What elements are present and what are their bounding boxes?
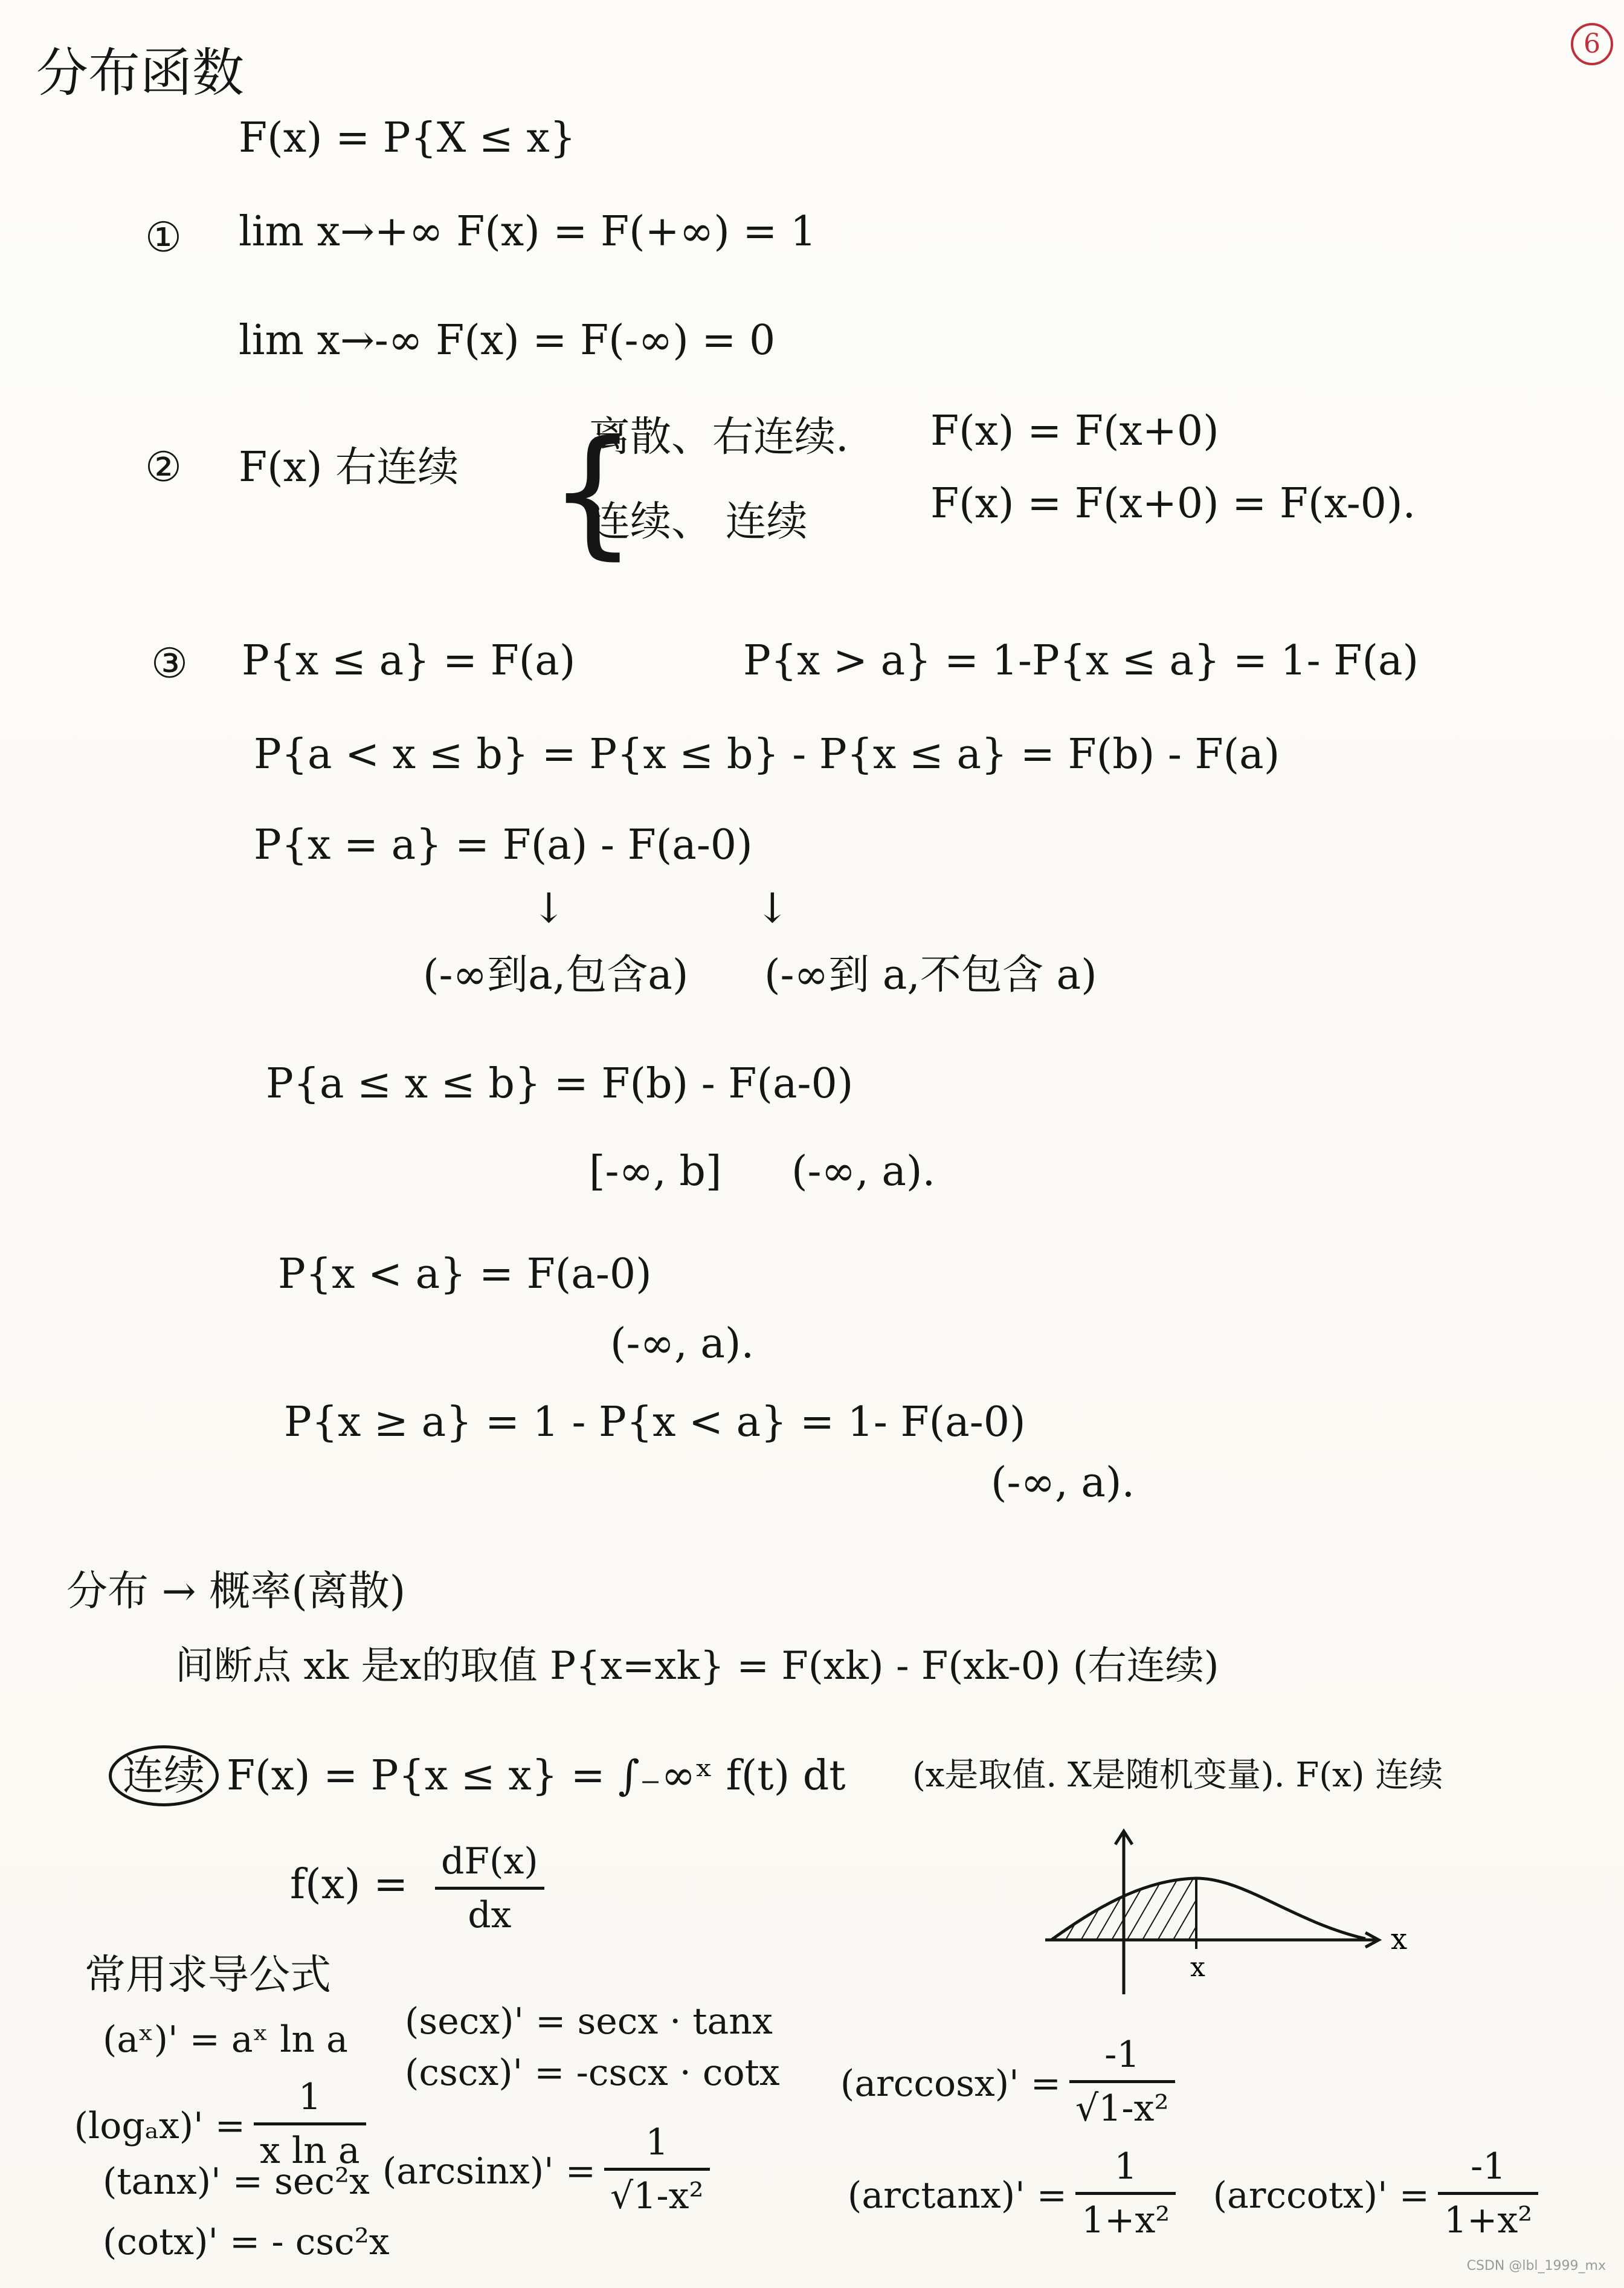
derivative-arccot-denominator: 1+x² (1438, 2192, 1538, 2238)
property-2-continuous: 连续、 连续 (589, 498, 808, 546)
derivative-arccot-label: (arccotx)' = (1213, 2174, 1429, 2217)
discrete-heading: 分布 → 概率(离散) (66, 1568, 406, 1615)
property-2-discrete-eq: F(x) = F(x+0) (930, 407, 1219, 455)
discrete-line: 间断点 xk 是x的取值 P{x=xk} = F(xk) - F(xk-0) (右连续) (175, 1644, 1219, 1689)
derivative-log-numerator: 1 (298, 2076, 321, 2118)
property-1-label: ① (145, 214, 182, 262)
derivative-arcsin-denominator: √1-x² (604, 2168, 710, 2214)
property-2-continuous-eq: F(x) = F(x+0) = F(x-0). (930, 480, 1416, 528)
derivatives-heading: 常用求导公式 (85, 1951, 332, 1999)
note-interval-1: (-∞到a,包含a) (423, 951, 689, 999)
watermark: CSDN @lbl_1999_mx (1466, 2258, 1606, 2273)
derivative-arccos-denominator: √1-x² (1069, 2080, 1175, 2127)
density-label: f(x) = (290, 1861, 408, 1908)
property-3-line-1a: P{x ≤ a} = F(a) (242, 637, 576, 685)
property-1-line-b: lim x→-∞ F(x) = F(-∞) = 0 (239, 317, 776, 364)
derivative-arccot (1213, 2145, 1538, 2241)
derivative-arcsin (382, 2121, 710, 2217)
derivative-sec: (secx)' = secx · tanx (405, 2000, 773, 2043)
derivative-arcsin-label: (arcsinx)' = (382, 2150, 596, 2193)
derivative-cot: (cotx)' = - csc²x (103, 2221, 390, 2263)
property-3-line-6: P{x ≥ a} = 1 - P{x < a} = 1- F(a-0) (284, 1398, 1026, 1446)
derivative-arccot-numerator: -1 (1470, 2145, 1506, 2188)
arrow-down-2: ↓ (755, 885, 790, 932)
density-numerator: dF(x) (441, 1840, 538, 1882)
section-title: 分布函数 (36, 43, 244, 103)
note-line-4b: (-∞, a). (791, 1148, 936, 1195)
continuous-formula: F(x) = P{x ≤ x} = ∫₋∞ˣ f(t) dt (227, 1752, 846, 1800)
derivative-arctan-numerator: 1 (1114, 2145, 1138, 2188)
graph-axis-label: x (1391, 1922, 1408, 1956)
definition-formula: F(x) = P{X ≤ x} (239, 114, 576, 162)
derivative-log (74, 2076, 366, 2172)
property-2-label: ② (145, 444, 182, 491)
derivative-arccos (840, 2034, 1175, 2130)
brace-symbol: { (549, 412, 637, 573)
property-1-line-a: lim x→+∞ F(x) = F(+∞) = 1 (239, 208, 817, 256)
property-3-line-1b: P{x > a} = 1-P{x ≤ a} = 1- F(a) (743, 637, 1419, 685)
density-fraction (435, 1840, 544, 1936)
derivative-log-denominator: x ln a (254, 2122, 366, 2169)
derivative-arccos-label: (arccosx)' = (840, 2063, 1061, 2105)
page-number: 6 (1571, 23, 1613, 65)
property-3-line-5: P{x < a} = F(a-0) (278, 1250, 652, 1298)
property-2-text: F(x) 右连续 (239, 444, 459, 491)
derivative-log-label: (logₐx)' = (74, 2105, 245, 2147)
derivative-arctan (847, 2145, 1176, 2241)
property-2-discrete: 离散、右连续. (589, 413, 849, 461)
derivative-csc: (cscx)' = -cscx · cotx (405, 2052, 780, 2094)
derivative-exp: (aˣ)' = aˣ ln a (103, 2018, 348, 2061)
continuous-tag (109, 1752, 219, 1800)
continuous-tag-text: 连续 (109, 1745, 219, 1806)
graph-x-label: x (1190, 1952, 1205, 1983)
derivative-tan: (tanx)' = sec²x (103, 2160, 370, 2203)
property-3-line-4: P{a ≤ x ≤ b} = F(b) - F(a-0) (266, 1060, 854, 1108)
property-3-line-2: P{a < x ≤ b} = P{x ≤ b} - P{x ≤ a} = F(b) - F(a) (254, 731, 1280, 778)
derivative-arcsin-numerator: 1 (645, 2121, 669, 2164)
continuous-note: (x是取值. X是随机变量). F(x) 连续 (912, 1756, 1443, 1795)
density-denominator: dx (435, 1887, 544, 1933)
arrow-down-1: ↓ (532, 885, 566, 932)
density-curve-graph (1039, 1825, 1438, 2006)
note-line-5: (-∞, a). (610, 1320, 755, 1368)
note-line-6: (-∞, a). (991, 1459, 1135, 1507)
property-3-line-3: P{x = a} = F(a) - F(a-0) (254, 821, 753, 869)
note-line-4a: [-∞, b] (589, 1148, 722, 1195)
property-3-label: ③ (151, 640, 188, 688)
derivative-arctan-label: (arctanx)' = (847, 2174, 1067, 2217)
derivative-arctan-denominator: 1+x² (1075, 2192, 1176, 2238)
derivative-arccos-numerator: -1 (1104, 2034, 1140, 2076)
note-interval-2: (-∞到 a,不包含 a) (764, 951, 1097, 999)
